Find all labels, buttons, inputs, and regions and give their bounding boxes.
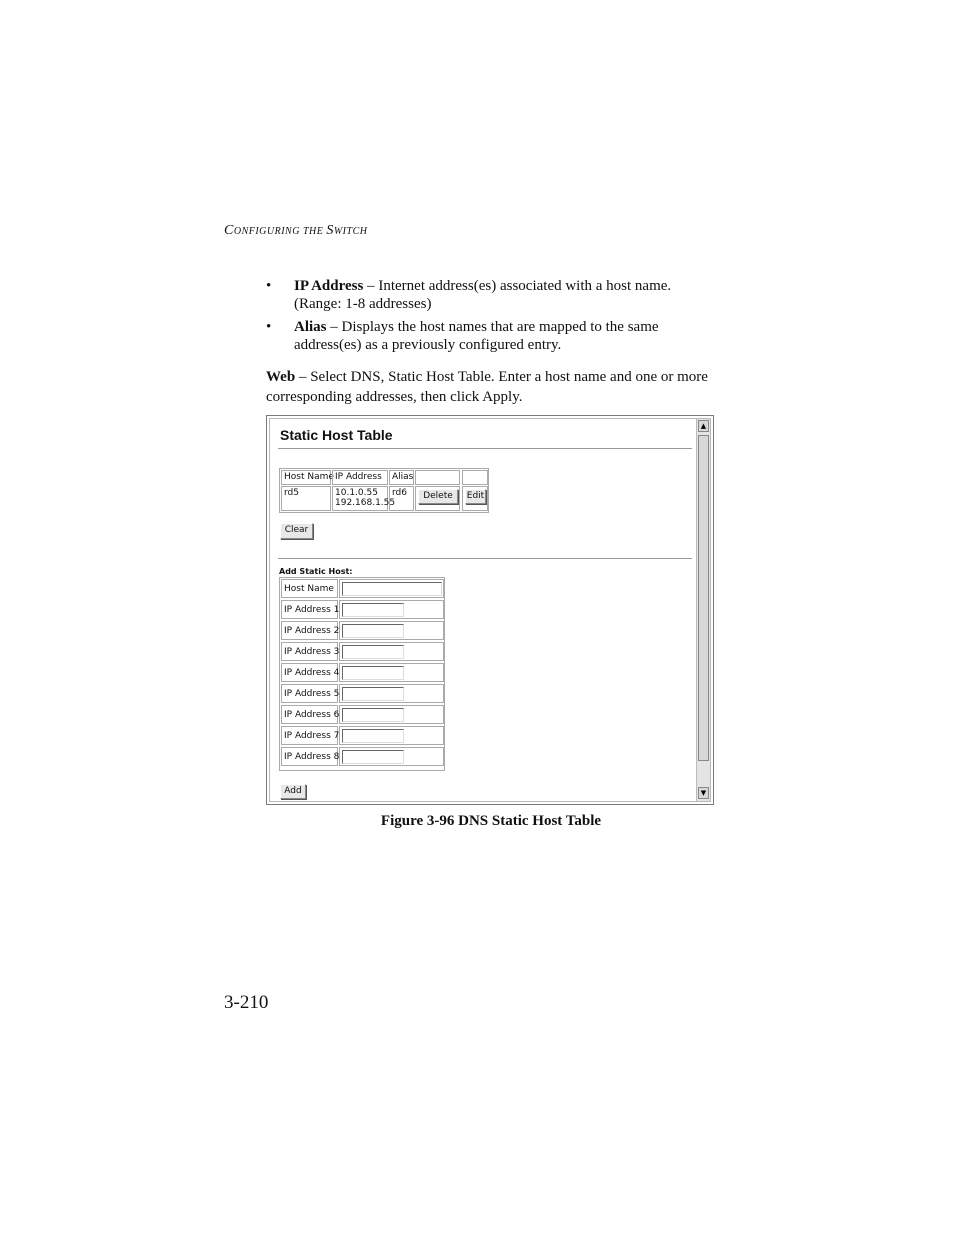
desc-alias: – Displays the host names that are mapped to the same address(es) as a previously configured entry. [294, 319, 659, 353]
figure-caption: Figure 3-96 DNS Static Host Table [380, 813, 602, 829]
term-alias: Alias [294, 319, 327, 335]
web-paragraph [266, 367, 726, 407]
running-head-part-1: ONFIGURING THE [233, 226, 327, 237]
cell-host-name: rd5 [281, 486, 331, 511]
divider [278, 558, 692, 559]
edit-button[interactable]: Edit [465, 489, 486, 504]
bullet-alias [266, 318, 716, 358]
delete-button[interactable]: Delete [418, 489, 458, 504]
form-cell [339, 621, 444, 640]
bullet-ip-address [266, 277, 716, 317]
ip-address-3-input[interactable] [342, 645, 404, 659]
cell-alias: rd6 [389, 486, 414, 511]
page-number: 3-210 [224, 992, 269, 1013]
table-header-empty [462, 470, 488, 485]
form-label-host-name: Host Name [281, 579, 338, 598]
ip-address-2-input[interactable] [342, 624, 404, 638]
static-host-table [279, 468, 489, 513]
add-host-form [279, 577, 445, 771]
form-cell [339, 642, 444, 661]
form-cell [339, 579, 444, 598]
cell-delete [415, 486, 460, 511]
ip-address-7-input[interactable] [342, 729, 404, 743]
running-head-initial-c: C [224, 223, 234, 238]
table-header-empty [415, 470, 460, 485]
figure-frame [266, 415, 714, 805]
add-static-host-label: Add Static Host: [279, 567, 353, 576]
ip-address-8-input[interactable] [342, 750, 404, 764]
table-header-host-name: Host Name [281, 470, 331, 485]
browser-view [269, 418, 711, 802]
form-label-ip-1: IP Address 1 [281, 600, 338, 619]
term-ip-address: IP Address [294, 278, 364, 294]
running-head-initial-s: S [326, 223, 334, 238]
form-label-ip-7: IP Address 7 [281, 726, 338, 745]
running-head-part-2: WITCH [333, 226, 368, 237]
table-header-alias: Alias [389, 470, 414, 485]
table-header-ip-address: IP Address [332, 470, 388, 485]
host-name-input[interactable] [342, 582, 442, 596]
form-label-ip-4: IP Address 4 [281, 663, 338, 682]
cell-edit [462, 486, 488, 511]
cell-ip-address [332, 486, 396, 511]
scrollbar-thumb[interactable] [698, 435, 709, 761]
page-title: Static Host Table [280, 427, 393, 443]
ip-address-1-input[interactable] [342, 603, 404, 617]
cell-ip-line-2: 192.168.1.55 [335, 498, 396, 508]
vertical-scrollbar[interactable] [696, 419, 710, 801]
term-web: Web [266, 369, 296, 385]
ip-address-6-input[interactable] [342, 708, 404, 722]
form-cell [339, 684, 444, 703]
scroll-down-icon[interactable]: ▼ [698, 787, 709, 799]
bullet-marker: • [266, 278, 272, 294]
bullet-marker: • [266, 319, 272, 335]
form-cell [339, 705, 444, 724]
form-cell [339, 600, 444, 619]
clear-button[interactable]: Clear [280, 523, 313, 539]
form-label-ip-8: IP Address 8 [281, 747, 338, 766]
scroll-up-icon[interactable]: ▲ [698, 420, 709, 432]
add-button[interactable]: Add [280, 784, 306, 799]
form-label-ip-3: IP Address 3 [281, 642, 338, 661]
form-cell [339, 747, 444, 766]
web-paragraph-text: – Select DNS, Static Host Table. Enter a host name and one or more corresponding addresses, then click Apply. [266, 369, 708, 405]
divider [278, 448, 692, 449]
bullet-alias-text [294, 318, 714, 354]
running-head [224, 222, 367, 239]
form-label-ip-6: IP Address 6 [281, 705, 338, 724]
form-label-ip-5: IP Address 5 [281, 684, 338, 703]
ip-address-4-input[interactable] [342, 666, 404, 680]
desc-ip-address: – Internet address(es) associated with a host name. (Range: 1-8 addresses) [294, 278, 672, 312]
form-label-ip-2: IP Address 2 [281, 621, 338, 640]
cell-ip-line-1: 10.1.0.55 [335, 488, 378, 498]
ip-address-5-input[interactable] [342, 687, 404, 701]
form-cell [339, 663, 444, 682]
form-cell [339, 726, 444, 745]
bullet-ip-address-text [294, 277, 714, 313]
